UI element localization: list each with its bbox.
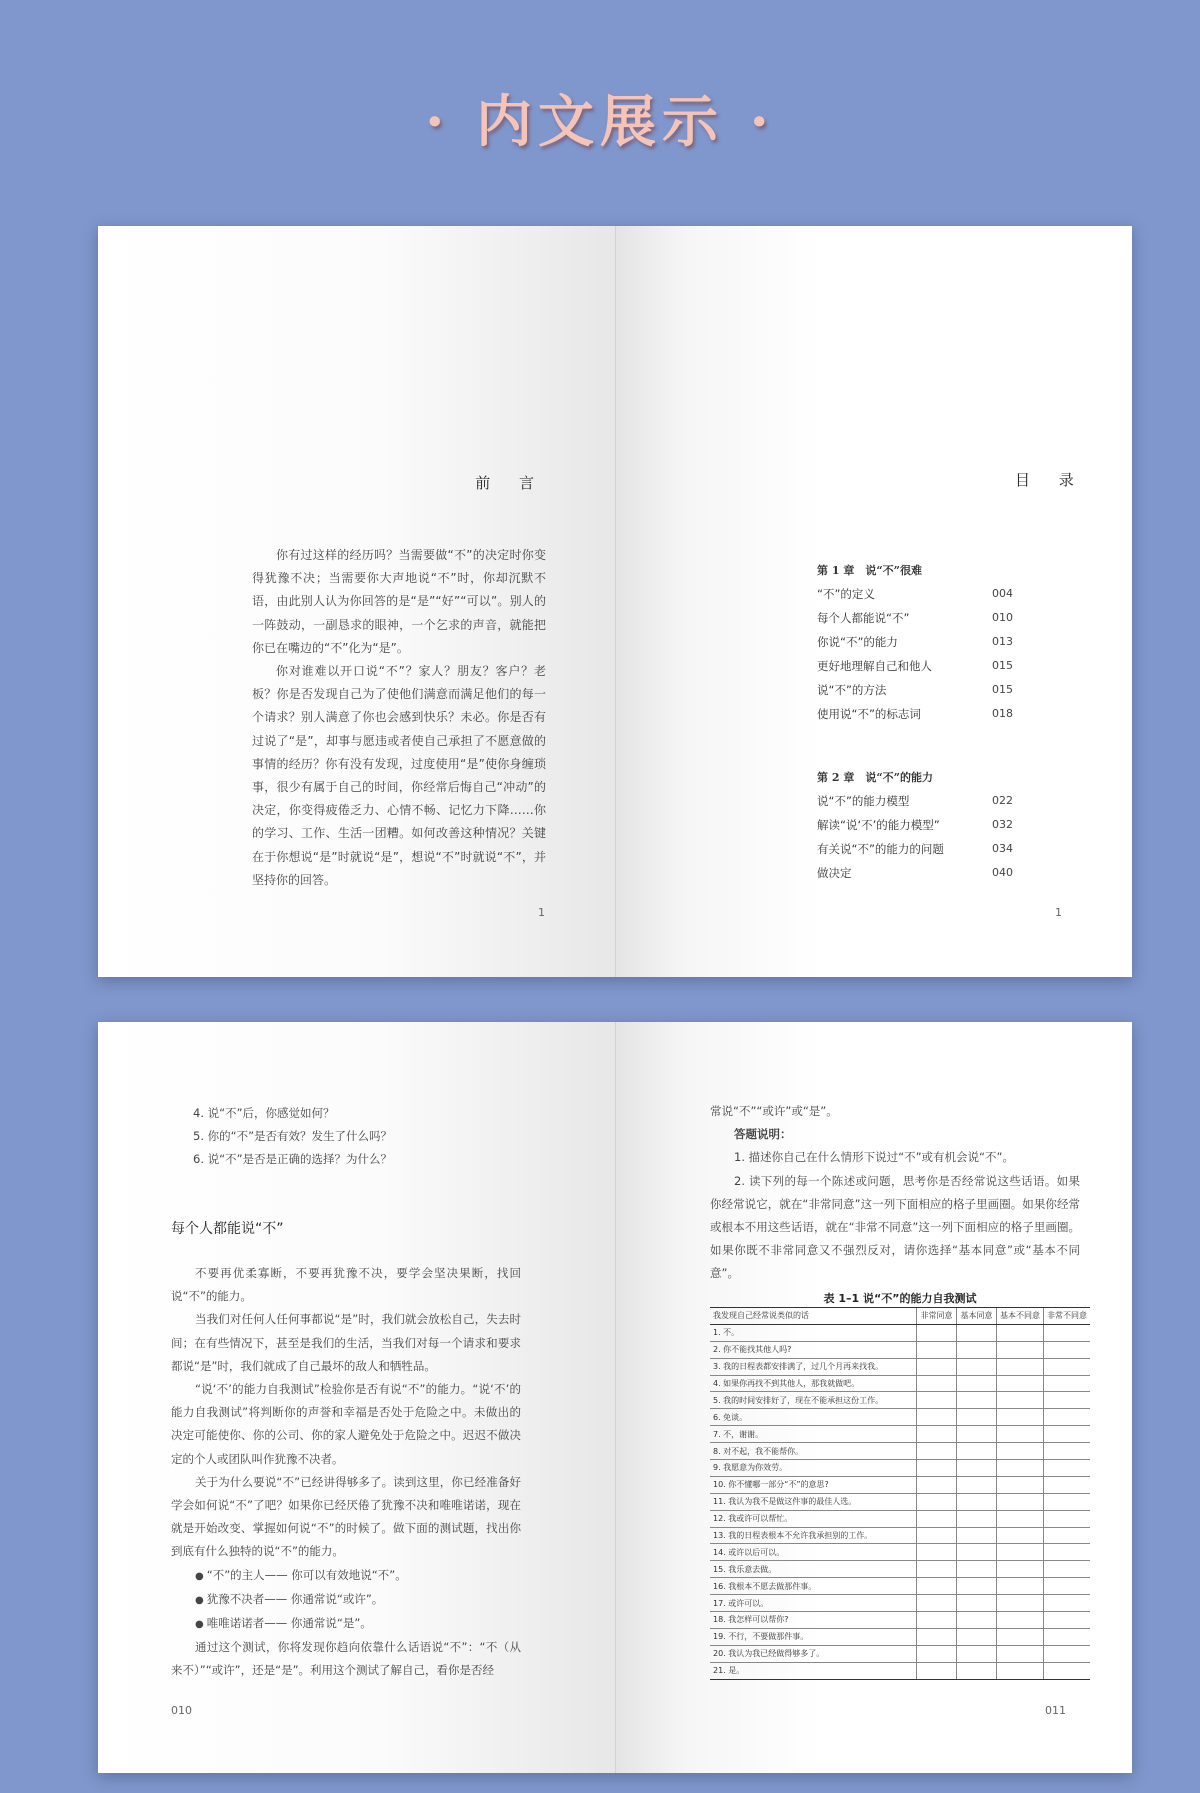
answer-cell[interactable] <box>917 1375 957 1392</box>
table-row <box>710 1375 1090 1392</box>
toc-entry[interactable]: 解读“说‘不’的能力模型” 032 <box>817 818 1013 832</box>
answer-cell[interactable] <box>957 1510 997 1527</box>
table-header: 非常不同意 <box>1044 1308 1091 1325</box>
answer-cell[interactable] <box>957 1544 997 1561</box>
answer-cell[interactable] <box>997 1578 1044 1595</box>
body-paragraph: 当我们对任何人任何事都说“是”时，我们就会放松自己，失去时间；在有些情况下，甚至是我们的生活，当我们对每一个请求和要求都说“是”时，我们就成了自己最坏的敌人和牺牲品。 <box>171 1312 521 1373</box>
answer-cell[interactable] <box>1044 1510 1091 1527</box>
table-row <box>710 1578 1090 1595</box>
answer-cell[interactable] <box>997 1341 1044 1358</box>
table-row <box>710 1476 1090 1493</box>
answer-cell[interactable] <box>1044 1595 1091 1612</box>
content-page-right <box>615 1022 1132 1773</box>
table-row <box>710 1510 1090 1527</box>
answer-cell[interactable] <box>957 1409 997 1426</box>
answer-cell[interactable] <box>957 1476 997 1493</box>
answer-cell[interactable] <box>917 1544 957 1561</box>
table-row <box>710 1595 1090 1612</box>
answer-cell[interactable] <box>997 1612 1044 1629</box>
question-list <box>193 1102 392 1171</box>
answer-cell[interactable] <box>917 1561 957 1578</box>
table-row <box>710 1341 1090 1358</box>
answer-cell[interactable] <box>997 1561 1044 1578</box>
table-row <box>710 1544 1090 1561</box>
answer-cell[interactable] <box>917 1493 957 1510</box>
answer-cell[interactable] <box>1044 1527 1091 1544</box>
answer-cell[interactable] <box>917 1662 957 1679</box>
question-item: 4. 说“不”后，你感觉如何？ <box>193 1106 335 1120</box>
table-row <box>710 1612 1090 1629</box>
answer-cell[interactable] <box>1044 1493 1091 1510</box>
answer-cell[interactable] <box>997 1324 1044 1341</box>
test-intro <box>710 1100 1080 1286</box>
answer-cell[interactable] <box>997 1595 1044 1612</box>
answer-cell[interactable] <box>957 1392 997 1409</box>
body-paragraph: “说‘不’的能力自我测试”检验你是否有说“不”的能力。“说‘不’的能力自我测试”将判断你的声誉和幸福是否处于危险之中。未做出的决定可能使你、你的公司、你的家人避免处于危险之中。迟迟不做决定的个人或团队叫作犹豫不决者。 <box>171 1382 521 1466</box>
answer-cell[interactable] <box>917 1409 957 1426</box>
table-row <box>710 1493 1090 1510</box>
answer-cell[interactable] <box>1044 1544 1091 1561</box>
table-header: 非常同意 <box>917 1308 957 1325</box>
toc-chapter-2 <box>817 769 1013 885</box>
answer-cell[interactable] <box>957 1375 997 1392</box>
statement-cell: 2. 你不能找其他人吗? <box>710 1341 917 1358</box>
statement-cell: 11. 我认为我不是做这件事的最佳人选。 <box>710 1493 917 1510</box>
answer-cell[interactable] <box>997 1460 1044 1477</box>
answer-cell[interactable] <box>1044 1358 1091 1375</box>
table-row <box>710 1392 1090 1409</box>
answer-cell[interactable] <box>957 1561 997 1578</box>
answer-cell[interactable] <box>1044 1645 1091 1662</box>
table-row <box>710 1628 1090 1645</box>
toc-entry[interactable]: 说“不”的方法 015 <box>817 683 1013 697</box>
table-header: 基本不同意 <box>997 1308 1044 1325</box>
answer-cell[interactable] <box>1044 1662 1091 1679</box>
statement-cell: 16. 我根本不愿去做那件事。 <box>710 1578 917 1595</box>
answer-cell[interactable] <box>1044 1426 1091 1443</box>
bullet-item: ● 唯唯诺诺者—— 你通常说“是”。 <box>171 1612 521 1636</box>
table-row <box>710 1527 1090 1544</box>
page-number: 010 <box>171 1704 192 1717</box>
answer-cell[interactable] <box>997 1409 1044 1426</box>
table-row <box>710 1324 1090 1341</box>
table-header-row <box>710 1308 1090 1325</box>
table-row <box>710 1409 1090 1426</box>
page-number: 1 <box>538 906 545 919</box>
answer-cell[interactable] <box>997 1662 1044 1679</box>
statement-cell: 1. 不。 <box>710 1324 917 1341</box>
table-header: 基本同意 <box>957 1308 997 1325</box>
toc-heading: 目 录 <box>1015 471 1086 489</box>
table-row <box>710 1443 1090 1460</box>
statement-cell: 10. 你不懂哪一部分“不”的意思? <box>710 1476 917 1493</box>
answer-cell[interactable] <box>1044 1628 1091 1645</box>
toc-entry[interactable]: 每个人都能说“不” 010 <box>817 611 1013 625</box>
answer-cell[interactable] <box>957 1341 997 1358</box>
answer-cell[interactable] <box>1044 1443 1091 1460</box>
answer-cell[interactable] <box>997 1476 1044 1493</box>
answer-cell[interactable] <box>1044 1476 1091 1493</box>
answer-cell[interactable] <box>957 1460 997 1477</box>
answer-cell[interactable] <box>1044 1612 1091 1629</box>
answer-cell[interactable] <box>1044 1341 1091 1358</box>
body-paragraph: 关于为什么要说“不”已经讲得够多了。读到这里，你已经准备好学会如何说“不”了吧？如果你已经厌倦了犹豫不决和唯唯诺诺，现在就是开始改变、掌握如何说“不”的时候了。做下面的测试题，找出你到底有什么独特的说“不”的能力。 <box>171 1474 521 1559</box>
answer-cell[interactable] <box>957 1358 997 1375</box>
answer-cell[interactable] <box>917 1341 957 1358</box>
answer-cell[interactable] <box>917 1443 957 1460</box>
toc-entry[interactable]: 说“不”的能力模型 022 <box>817 794 1013 808</box>
toc-chapter-1 <box>817 562 1013 726</box>
section-title: 每个人都能说“不” <box>171 1221 284 1237</box>
answer-cell[interactable] <box>997 1375 1044 1392</box>
preface-paragraph: 你有过这样的经历吗？当需要做“不”的决定时你变得犹豫不决；当需要你大声地说“不”时，你却沉默不语，由此别人认为你回答的是“是”“好”“可以”。别人的一阵鼓动，一副恳求的眼神，一个乞求的声音，就能把你已在嘴边的“不”化为“是”。 <box>252 548 546 655</box>
answer-cell[interactable] <box>917 1476 957 1493</box>
chapter-title: 第 1 章 说“不”很难 <box>817 564 922 577</box>
answer-cell[interactable] <box>957 1612 997 1629</box>
answer-cell[interactable] <box>1044 1375 1091 1392</box>
answer-cell[interactable] <box>1044 1460 1091 1477</box>
answer-cell[interactable] <box>917 1628 957 1645</box>
table-row <box>710 1460 1090 1477</box>
statement-cell: 3. 我的日程表都安排满了，过几个月再来找我。 <box>710 1358 917 1375</box>
statement-cell: 21. 是。 <box>710 1662 917 1679</box>
answer-cell[interactable] <box>957 1662 997 1679</box>
answer-cell[interactable] <box>997 1510 1044 1527</box>
statement-cell: 15. 我乐意去做。 <box>710 1561 917 1578</box>
answer-cell[interactable] <box>957 1324 997 1341</box>
answer-cell[interactable] <box>997 1426 1044 1443</box>
statement-cell: 9. 我愿意为你效劳。 <box>710 1460 917 1477</box>
content-page-left <box>98 1022 615 1773</box>
body-paragraph: 不要再优柔寡断，不要再犹豫不决，要学会坚决果断，找回说“不”的能力。 <box>171 1266 521 1304</box>
body-paragraph: 通过这个测试，你将发现你趋向依靠什么话语说“不”：“不（从来不）”“或许”，还是“是”。利用这个测试了解自己，看你是否经 <box>171 1640 521 1678</box>
answer-cell[interactable] <box>917 1392 957 1409</box>
chapter-title: 第 2 章 说“不”的能力 <box>817 771 933 784</box>
preface-heading: 前 言 <box>475 474 546 492</box>
answer-cell[interactable] <box>917 1645 957 1662</box>
answer-cell[interactable] <box>957 1595 997 1612</box>
toc-page <box>615 226 1132 977</box>
answer-cell[interactable] <box>997 1358 1044 1375</box>
answer-cell[interactable] <box>917 1358 957 1375</box>
answer-cell[interactable] <box>917 1426 957 1443</box>
toc-entry[interactable]: 做决定 040 <box>817 866 1013 880</box>
answer-cell[interactable] <box>997 1527 1044 1544</box>
answer-cell[interactable] <box>957 1443 997 1460</box>
instruction-item: 2. 读下列的每一个陈述或问题，思考你是否经常说这些话语。如果你经常说它，就在“非常同意”这一列下面相应的格子里画圈。如果你经常或根本不用这些话语，就在“非常不同意”这一列下面相应的格子里画圈。如果你既不非常同意又不强烈反对，请你选择“基本同意”或“基本不同意”。 <box>710 1173 1080 1281</box>
answer-cell[interactable] <box>917 1324 957 1341</box>
answer-cell[interactable] <box>997 1645 1044 1662</box>
statement-cell: 7. 不，谢谢。 <box>710 1426 917 1443</box>
instructions-title: 答题说明： <box>734 1127 792 1142</box>
self-test-table <box>710 1307 1090 1680</box>
table-row <box>710 1645 1090 1662</box>
answer-cell[interactable] <box>917 1595 957 1612</box>
continuation-text: 常说“不”“或许”或“是”。 <box>710 1104 838 1118</box>
question-item: 5. 你的“不”是否有效？发生了什么吗？ <box>193 1129 393 1143</box>
answer-cell[interactable] <box>957 1645 997 1662</box>
statement-cell: 14. 或许以后可以。 <box>710 1544 917 1561</box>
banner-title: · 内文展示 · <box>425 89 775 155</box>
answer-cell[interactable] <box>1044 1409 1091 1426</box>
toc-entry[interactable]: 有关说“不”的能力的问题 034 <box>817 842 1013 856</box>
answer-cell[interactable] <box>917 1510 957 1527</box>
statement-cell: 4. 如果你再找不到其他人，那我就做吧。 <box>710 1375 917 1392</box>
statement-cell: 8. 对不起，我不能帮你。 <box>710 1443 917 1460</box>
answer-cell[interactable] <box>997 1628 1044 1645</box>
preface-page <box>98 226 615 977</box>
statement-cell: 17. 或许可以。 <box>710 1595 917 1612</box>
page-number: 011 <box>1045 1704 1066 1717</box>
section-body <box>171 1262 521 1683</box>
statement-cell: 19. 不行，不要做那件事。 <box>710 1628 917 1645</box>
question-item: 6. 说“不”是否是正确的选择？为什么？ <box>193 1152 393 1166</box>
answer-cell[interactable] <box>957 1426 997 1443</box>
statement-cell: 6. 免谈。 <box>710 1409 917 1426</box>
table-row <box>710 1662 1090 1679</box>
answer-cell[interactable] <box>1044 1561 1091 1578</box>
answer-cell[interactable] <box>957 1578 997 1595</box>
answer-cell[interactable] <box>917 1612 957 1629</box>
instruction-item: 1. 描述你自己在什么情形下说过“不”或有机会说“不”。 <box>734 1150 1014 1165</box>
answer-cell[interactable] <box>917 1527 957 1544</box>
statement-cell: 20. 我认为我已经做得够多了。 <box>710 1645 917 1662</box>
page-number: 1 <box>1055 906 1062 919</box>
answer-cell[interactable] <box>917 1460 957 1477</box>
toc-entry[interactable]: 使用说“不”的标志词 018 <box>817 707 1013 721</box>
preface-paragraph: 你对谁难以开口说“不”？家人？朋友？客户？老板？你是否发现自己为了使他们满意而满足他们的每一个请求？别人满意了你也会感到快乐？未必。你是否有过说了“是”，却事与愿违或者使自己承担了不愿意做的事情的经历？你有没有发现，过度使用“是”使你身缠琐事，很少有属于自己的时间，你经常后悔自己“冲动”的决定，你变得疲倦乏力、心情不畅、记忆力下降……你的学习、工作、生活一团糟。如何改善这种情况？关键在于你想说“是”时就说“是”，想说“不”时就说“不”，并坚持你的回答。 <box>252 664 546 887</box>
answer-cell[interactable] <box>997 1544 1044 1561</box>
bullet-item: ● “不”的主人—— 你可以有效地说“不”。 <box>171 1564 521 1588</box>
answer-cell[interactable] <box>957 1493 997 1510</box>
statement-cell: 12. 我或许可以帮忙。 <box>710 1510 917 1527</box>
table-row <box>710 1358 1090 1375</box>
table-row <box>710 1561 1090 1578</box>
answer-cell[interactable] <box>917 1578 957 1595</box>
answer-cell[interactable] <box>997 1493 1044 1510</box>
answer-cell[interactable] <box>957 1628 997 1645</box>
book-spread-content <box>98 1022 1132 1773</box>
table-caption: 表 1–1 说“不”的能力自我测试 <box>823 1292 977 1305</box>
table-row <box>710 1426 1090 1443</box>
statement-cell: 13. 我的日程表根本不允许我承担别的工作。 <box>710 1527 917 1544</box>
answer-cell[interactable] <box>1044 1392 1091 1409</box>
toc-entry[interactable]: 更好地理解自己和他人 015 <box>817 659 1013 673</box>
answer-cell[interactable] <box>1044 1578 1091 1595</box>
answer-cell[interactable] <box>1044 1324 1091 1341</box>
table-header: 我发现自己经常说类似的话 <box>710 1308 917 1325</box>
statement-cell: 18. 我怎样可以帮你? <box>710 1612 917 1629</box>
answer-cell[interactable] <box>957 1527 997 1544</box>
toc-entry[interactable]: “不”的定义 004 <box>817 587 1013 601</box>
statement-cell: 5. 我的时间安排好了，现在不能承担这份工作。 <box>710 1392 917 1409</box>
answer-cell[interactable] <box>997 1392 1044 1409</box>
book-spread-preface-toc <box>98 226 1132 977</box>
bullet-item: ● 犹豫不决者—— 你通常说“或许”。 <box>171 1588 521 1612</box>
answer-cell[interactable] <box>997 1443 1044 1460</box>
toc-entry[interactable]: 你说“不”的能力 013 <box>817 635 1013 649</box>
preface-body <box>252 544 546 892</box>
